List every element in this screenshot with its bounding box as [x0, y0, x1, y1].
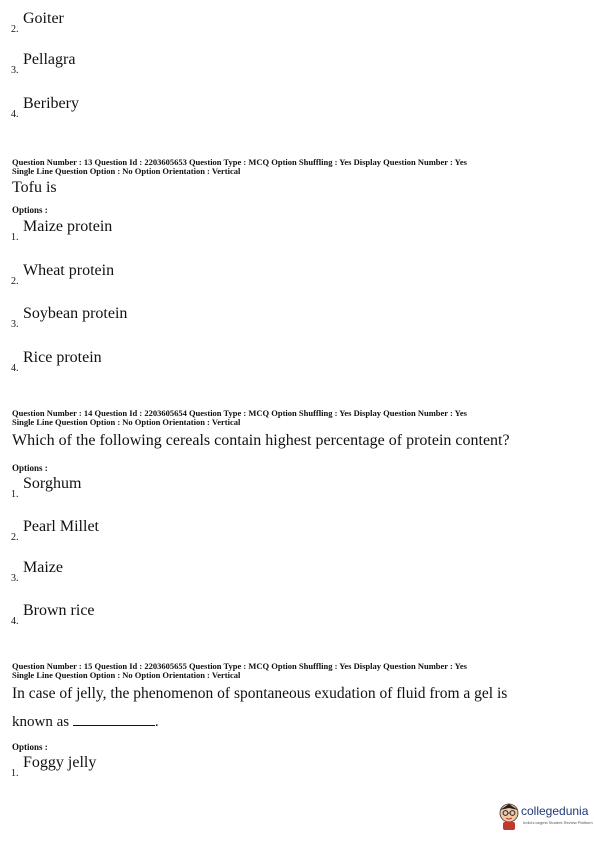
question-text-line2-start: known as: [12, 714, 70, 730]
option-text: Maize protein: [23, 218, 113, 235]
question-meta-line1: Question Number : 13 Question Id : 2203605653 Question Type : MCQ Option Shuffling : Yes Display Question Number : Yes: [12, 157, 467, 167]
logo-brand-text: collegedunia: [521, 804, 589, 818]
option-number: 4.: [11, 109, 19, 120]
question-meta-line2: Single Line Question Option : No Option Orientation : Vertical: [12, 166, 241, 176]
question-meta-line1: Question Number : 14 Question Id : 2203605654 Question Type : MCQ Option Shuffling : Yes Display Question Number : Yes: [12, 408, 467, 418]
question-text: In case of jelly, the phenomenon of spontaneous exudation of fluid from a gel is: [12, 685, 508, 702]
option-number: 1.: [11, 768, 19, 779]
option-text: Pearl Millet: [23, 518, 99, 535]
option-number: 3.: [11, 65, 19, 76]
question-text: Which of the following cereals contain highest percentage of protein content?: [12, 432, 510, 449]
option-number: 4.: [11, 363, 19, 374]
option-number: 4.: [11, 616, 19, 627]
option-text: Brown rice: [23, 602, 95, 619]
question-meta-line2: Single Line Question Option : No Option Orientation : Vertical: [12, 670, 241, 680]
option-number: 2.: [11, 276, 19, 287]
question-meta-line2: Single Line Question Option : No Option Orientation : Vertical: [12, 417, 241, 427]
option-number: 2.: [11, 24, 19, 35]
option-text: Soybean protein: [23, 305, 128, 322]
option-number: 2.: [11, 532, 19, 543]
question-text-line2: [12, 713, 159, 731]
option-text: Sorghum: [23, 475, 82, 492]
option-number: 3.: [11, 573, 19, 584]
question-text-line2-end: .: [154, 714, 159, 730]
mascot-icon: [497, 801, 521, 831]
option-number: 3.: [11, 319, 19, 330]
question-meta-line1: Question Number : 15 Question Id : 2203605655 Question Type : MCQ Option Shuffling : Yes Display Question Number : Yes: [12, 661, 467, 671]
option-text: Pellagra: [23, 51, 76, 68]
option-number: 1.: [11, 489, 19, 500]
options-label: Options :: [12, 205, 48, 215]
option-number: 1.: [11, 232, 19, 243]
collegedunia-logo: [497, 801, 593, 833]
options-label: Options :: [12, 742, 48, 752]
option-text: Foggy jelly: [23, 754, 97, 771]
options-label: Options :: [12, 463, 48, 473]
answer-blank: [73, 713, 155, 726]
option-text: Rice protein: [23, 349, 102, 366]
option-text: Maize: [23, 559, 63, 576]
option-text: Beribery: [23, 95, 79, 112]
option-text: Goiter: [23, 10, 64, 27]
option-text: Wheat protein: [23, 262, 115, 279]
question-text: Tofu is: [12, 179, 57, 196]
logo-tagline: India's largest Student Review Platform: [523, 820, 593, 825]
